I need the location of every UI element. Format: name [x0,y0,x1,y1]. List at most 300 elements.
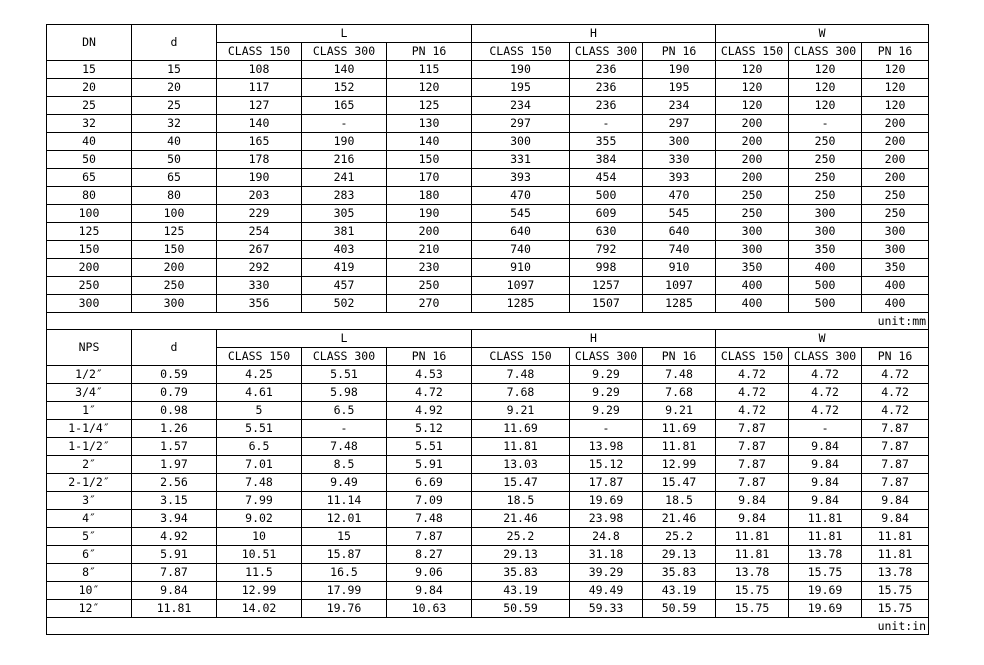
table-cell: 4.72 [716,366,789,384]
subheader-cell: PN 16 [387,43,472,61]
table-cell: 250 [387,277,472,295]
table-row [47,115,929,133]
table-row [47,546,929,564]
table-cell: 11.69 [472,420,570,438]
table-cell: 100 [47,205,132,223]
subheader-cell: CLASS 300 [789,348,862,366]
table-row [47,438,929,456]
table-cell: 300 [132,295,217,313]
table-cell: 241 [302,169,387,187]
header-group-h: H [472,25,716,43]
table-cell: 1.57 [132,438,217,456]
table-cell: 11.81 [862,546,929,564]
table-row [47,564,929,582]
table-cell: 125 [387,97,472,115]
table-cell: 403 [302,241,387,259]
table-cell: 15.87 [302,546,387,564]
table-cell: 40 [132,133,217,151]
table-cell: 59.33 [570,600,643,618]
table-cell: 12.01 [302,510,387,528]
table-cell: 500 [570,187,643,205]
subheader-cell: CLASS 300 [789,43,862,61]
table-cell: 9.02 [217,510,302,528]
table-cell: 4.72 [716,384,789,402]
table-cell: 500 [789,295,862,313]
table-cell: 32 [47,115,132,133]
table-cell: 19.69 [789,582,862,600]
table-cell: 50.59 [643,600,716,618]
table-cell: 9.84 [862,492,929,510]
header-group-w: W [716,25,929,43]
table-cell: 4.92 [132,528,217,546]
table-cell: - [789,420,862,438]
table-cell: 9.84 [789,492,862,510]
table-cell: 152 [302,79,387,97]
table-cell: 9.29 [570,384,643,402]
table-cell: - [789,115,862,133]
table-cell: 21.46 [643,510,716,528]
table-cell: 0.59 [132,366,217,384]
table-cell: 20 [132,79,217,97]
table-cell: 32 [132,115,217,133]
table-cell: 355 [570,133,643,151]
table-cell: 7.48 [472,366,570,384]
table-cell: 470 [472,187,570,205]
header-group-w-in: W [716,330,929,348]
table-row [47,582,929,600]
table-cell: 457 [302,277,387,295]
table-cell: 9.84 [789,438,862,456]
table-cell: 330 [643,151,716,169]
table-row [47,384,929,402]
table-cell: 15 [132,61,217,79]
header-row-mm [47,25,929,43]
table-cell: 20 [47,79,132,97]
table-cell: 236 [570,61,643,79]
table-cell: 39.29 [570,564,643,582]
table-cell: 400 [862,295,929,313]
table-cell: 150 [387,151,472,169]
table-cell: 140 [387,133,472,151]
table-cell: 381 [302,223,387,241]
table-cell: 25.2 [643,528,716,546]
subheader-cell: CLASS 150 [217,43,302,61]
table-cell: 19.69 [570,492,643,510]
table-cell: 7.48 [217,474,302,492]
table-cell: 130 [387,115,472,133]
table-cell: 4.72 [789,366,862,384]
table-cell: 10.51 [217,546,302,564]
subheader-cell: CLASS 150 [716,348,789,366]
table-cell: 7.87 [862,438,929,456]
table-cell: 4.72 [789,384,862,402]
table-cell: 170 [387,169,472,187]
table-cell: 545 [472,205,570,223]
table-cell: 250 [862,187,929,205]
table-cell: 9.49 [302,474,387,492]
table-cell: 1-1/2″ [47,438,132,456]
table-cell: 297 [472,115,570,133]
table-cell: 1.97 [132,456,217,474]
table-cell: 300 [789,205,862,223]
table-cell: 8.5 [302,456,387,474]
table-cell: 7.87 [716,438,789,456]
table-cell: 3″ [47,492,132,510]
table-cell: 140 [217,115,302,133]
table-cell: 7.87 [387,528,472,546]
table-cell: 190 [643,61,716,79]
table-cell: 1257 [570,277,643,295]
table-cell: 120 [387,79,472,97]
table-cell: 11.81 [472,438,570,456]
table-row [47,205,929,223]
table-row [47,79,929,97]
table-cell: 115 [387,61,472,79]
table-cell: 13.03 [472,456,570,474]
table-cell: 165 [217,133,302,151]
table-cell: 120 [862,61,929,79]
table-cell: 640 [472,223,570,241]
table-cell: 250 [789,133,862,151]
table-cell: 470 [643,187,716,205]
table-cell: 125 [47,223,132,241]
table-cell: 200 [47,259,132,277]
table-row [47,456,929,474]
table-cell: 4.61 [217,384,302,402]
table-cell: 7.87 [716,474,789,492]
table-cell: 7.99 [217,492,302,510]
table-cell: 11.69 [643,420,716,438]
table-cell: 195 [643,79,716,97]
table-row [47,259,929,277]
table-cell: 9.06 [387,564,472,582]
table-cell: 740 [472,241,570,259]
table-cell: 16.5 [302,564,387,582]
table-cell: 300 [789,223,862,241]
table-cell: 120 [862,79,929,97]
table-cell: 4.72 [789,402,862,420]
table-cell: 1-1/4″ [47,420,132,438]
table-cell: 230 [387,259,472,277]
table-cell: 31.18 [570,546,643,564]
table-cell: 229 [217,205,302,223]
table-cell: 350 [716,259,789,277]
table-cell: 18.5 [643,492,716,510]
table-cell: 180 [387,187,472,205]
table-row [47,402,929,420]
table-cell: 108 [217,61,302,79]
dimension-tables [46,24,928,635]
subheader-cell: PN 16 [862,43,929,61]
table-cell: 5.98 [302,384,387,402]
table-cell: 15.47 [472,474,570,492]
table-row [47,133,929,151]
table-row [47,510,929,528]
unit-row-mm [47,313,929,330]
table-cell: 200 [132,259,217,277]
table-row [47,420,929,438]
table-cell: 210 [387,241,472,259]
subheader-cell: CLASS 150 [716,43,789,61]
header-group-l-in: L [217,330,472,348]
subheader-cell: CLASS 300 [570,348,643,366]
table-cell: 10″ [47,582,132,600]
table-cell: 4″ [47,510,132,528]
table-cell: 200 [862,115,929,133]
table-cell: 7.01 [217,456,302,474]
table-cell: 19.69 [789,600,862,618]
table-cell: 1.26 [132,420,217,438]
table-cell: 4.72 [387,384,472,402]
table-cell: 12.99 [217,582,302,600]
table-cell: 630 [570,223,643,241]
table-cell: 384 [570,151,643,169]
table-cell: 29.13 [472,546,570,564]
mm-table-body [47,25,929,313]
table-row [47,600,929,618]
table-cell: 300 [47,295,132,313]
table-cell: 125 [132,223,217,241]
table-cell: - [302,115,387,133]
table-cell: 17.87 [570,474,643,492]
table-cell: 400 [716,295,789,313]
table-cell: 150 [47,241,132,259]
table-cell: 11.81 [716,528,789,546]
subheader-cell: CLASS 300 [302,348,387,366]
table-cell: 254 [217,223,302,241]
unit-row-in [47,618,929,635]
table-cell: 545 [643,205,716,223]
table-cell: 250 [716,187,789,205]
table-cell: 0.79 [132,384,217,402]
table-cell: 12″ [47,600,132,618]
table-cell: 1285 [472,295,570,313]
table-cell: 9.21 [472,402,570,420]
table-cell: 3.94 [132,510,217,528]
table-cell: 250 [789,151,862,169]
table-cell: 190 [302,133,387,151]
table-cell: 609 [570,205,643,223]
table-cell: 356 [217,295,302,313]
subheader-cell: CLASS 150 [472,348,570,366]
table-row [47,169,929,187]
table-cell: 250 [132,277,217,295]
table-cell: 400 [789,259,862,277]
table-cell: 9.21 [643,402,716,420]
table-cell: 350 [862,259,929,277]
table-cell: 50 [132,151,217,169]
table-cell: 400 [862,277,929,295]
table-cell: 120 [789,97,862,115]
unit-label-mm: unit:mm [47,313,929,330]
table-cell: 500 [789,277,862,295]
table-row [47,528,929,546]
subheader-cell: CLASS 150 [217,348,302,366]
table-cell: - [570,420,643,438]
table-cell: 236 [570,97,643,115]
table-cell: 8″ [47,564,132,582]
table-cell: 4.72 [716,402,789,420]
table-cell: 200 [862,151,929,169]
table-cell: 740 [643,241,716,259]
table-cell: 6.69 [387,474,472,492]
header-dn: DN [47,25,132,61]
table-cell: 250 [789,187,862,205]
table-cell: 3/4″ [47,384,132,402]
table-cell: 7.48 [643,366,716,384]
table-cell: 50 [47,151,132,169]
table-cell: 15.75 [862,582,929,600]
table-cell: 120 [716,79,789,97]
table-cell: 4.72 [862,402,929,420]
table-cell: 300 [862,223,929,241]
table-row [47,223,929,241]
table-cell: 1285 [643,295,716,313]
table-cell: 2-1/2″ [47,474,132,492]
table-cell: 250 [789,169,862,187]
table-cell: 13.78 [789,546,862,564]
table-cell: 43.19 [472,582,570,600]
table-row [47,492,929,510]
table-cell: 200 [862,133,929,151]
table-cell: 200 [716,133,789,151]
table-cell: 2.56 [132,474,217,492]
table-cell: 49.49 [570,582,643,600]
subheader-cell: PN 16 [643,348,716,366]
in-unit [47,618,929,635]
table-cell: 120 [716,61,789,79]
table-row [47,187,929,205]
table-cell: 200 [716,151,789,169]
table-row [47,366,929,384]
dimension-table [46,24,929,635]
table-cell: 200 [387,223,472,241]
table-cell: 127 [217,97,302,115]
table-cell: 910 [643,259,716,277]
table-cell: 120 [789,61,862,79]
table-cell: 350 [789,241,862,259]
table-cell: 4.92 [387,402,472,420]
table-cell: 203 [217,187,302,205]
table-cell: 4.53 [387,366,472,384]
table-cell: 200 [716,115,789,133]
subheader-cell: PN 16 [862,348,929,366]
table-cell: 65 [47,169,132,187]
subheader-cell: CLASS 150 [472,43,570,61]
table-cell: 250 [47,277,132,295]
table-cell: 283 [302,187,387,205]
table-cell: 15.75 [716,600,789,618]
table-cell: 393 [472,169,570,187]
table-cell: 9.29 [570,366,643,384]
table-cell: 250 [862,205,929,223]
table-cell: 15.75 [789,564,862,582]
table-cell: 297 [643,115,716,133]
table-cell: 9.84 [789,474,862,492]
table-cell: 24.8 [570,528,643,546]
table-cell: 200 [716,169,789,187]
table-cell: 7.68 [643,384,716,402]
table-cell: 1/2″ [47,366,132,384]
header-d: d [132,25,217,61]
table-cell: 9.84 [387,582,472,600]
table-cell: 15.47 [643,474,716,492]
table-cell: 13.78 [862,564,929,582]
table-cell: 1097 [643,277,716,295]
table-cell: 15 [47,61,132,79]
table-cell: 250 [716,205,789,223]
table-row [47,295,929,313]
table-cell: 7.87 [862,474,929,492]
table-cell: 11.81 [643,438,716,456]
table-cell: - [570,115,643,133]
table-cell: 9.84 [716,510,789,528]
header-row-in [47,330,929,348]
table-cell: 9.84 [716,492,789,510]
table-cell: 300 [862,241,929,259]
table-cell: 40 [47,133,132,151]
table-cell: 15.75 [716,582,789,600]
table-cell: 25 [47,97,132,115]
table-cell: 4.72 [862,384,929,402]
table-cell: 792 [570,241,643,259]
table-cell: 1507 [570,295,643,313]
table-cell: 300 [716,223,789,241]
table-cell: 11.81 [789,528,862,546]
table-cell: 15.12 [570,456,643,474]
table-cell: 330 [217,277,302,295]
table-cell: 267 [217,241,302,259]
table-cell: 1097 [472,277,570,295]
table-row [47,277,929,295]
table-cell: 9.84 [789,456,862,474]
subheader-cell: PN 16 [643,43,716,61]
table-cell: 13.98 [570,438,643,456]
table-cell: 7.48 [302,438,387,456]
in-table-body [47,330,929,618]
table-cell: 7.87 [862,456,929,474]
table-cell: 11.81 [862,528,929,546]
table-cell: 120 [789,79,862,97]
table-cell: 29.13 [643,546,716,564]
table-cell: 140 [302,61,387,79]
table-cell: 195 [472,79,570,97]
table-cell: 11.81 [789,510,862,528]
table-cell: 216 [302,151,387,169]
table-row [47,61,929,79]
header-d-in: d [132,330,217,366]
table-cell: 6.5 [217,438,302,456]
table-cell: 35.83 [643,564,716,582]
table-cell: 200 [862,169,929,187]
table-cell: 4.72 [862,366,929,384]
table-cell: 80 [132,187,217,205]
table-cell: 19.76 [302,600,387,618]
table-cell: 234 [643,97,716,115]
table-cell: 5.12 [387,420,472,438]
table-row [47,97,929,115]
table-cell: 5.51 [387,438,472,456]
table-cell: 502 [302,295,387,313]
table-cell: 0.98 [132,402,217,420]
table-cell: 5.91 [387,456,472,474]
table-cell: 3.15 [132,492,217,510]
table-cell: 640 [643,223,716,241]
table-row [47,151,929,169]
header-nps: NPS [47,330,132,366]
table-cell: 9.84 [132,582,217,600]
table-cell: 178 [217,151,302,169]
